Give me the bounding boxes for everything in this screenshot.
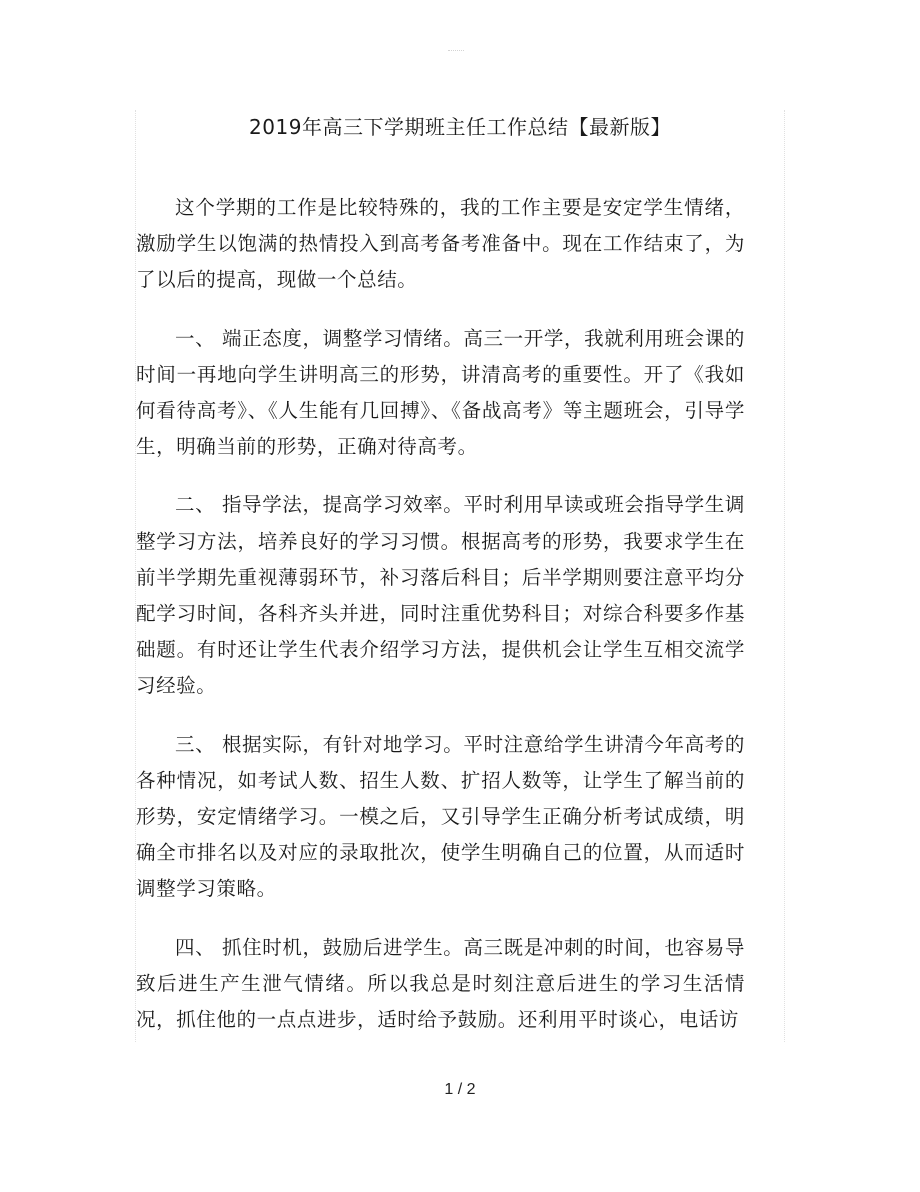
paragraph-intro: 这个学期的工作是比较特殊的，我的工作主要是安定学生情绪，激励学生以饱满的热情投入到高考备考准备中。现在工作结束了，为了以后的提高，现做一个总结。 xyxy=(136,196,745,292)
page-number: 1 / 2 xyxy=(444,1081,476,1098)
header-mark xyxy=(448,50,464,51)
paragraph-section-3: 三、 根据实际，有针对地学习。平时注意给学生讲清今年高考的各种情况，如考试人数、招生人数、扩招人数等，让学生了解当前的形势，安定情绪学习。一模之后，又引导学生正确分析考试成绩，明确全市排名以及对应的录取批次，使学生明确自己的位置，从而适时调整学习策略。 xyxy=(136,732,745,901)
paragraph-section-4: 四、 抓住时机，鼓励后进学生。高三既是冲刺的时间，也容易导致后进生产生泄气情绪。所以我总是时刻注意后进生的学习生活情况，抓住他的一点点进步，适时给予鼓励。还利用平时谈心，电话访 xyxy=(136,935,745,1032)
document-body xyxy=(136,190,745,1060)
right-margin-guide xyxy=(784,110,785,1042)
paragraph-section-2: 二、 指导学法，提高学习效率。平时利用早读或班会指导学生调整学习方法，培养良好的学习习惯。根据高考的形势，我要求学生在前半学期先重视薄弱环节，补习落后科目；后半学期则要注意平均分配学习时间，各科齐头并进，同时注重优势科目；对综合科要多作基础题。有时还让学生代表介绍学习方法，提供机会让学生互相交流学习经验。 xyxy=(136,493,745,698)
document-title: 2019年高三下学期班主任工作总结【最新版】 xyxy=(249,115,671,139)
paragraph-section-1: 一、 端正态度，调整学习情绪。高三一开学，我就利用班会课的时间一再地向学生讲明高三的形势，讲清高考的重要性。开了《我如何看待高考》、《人生能有几回搏》、《备战高考》等主题班会，引导学生，明确当前的形势，正确对待高考。 xyxy=(136,326,745,459)
